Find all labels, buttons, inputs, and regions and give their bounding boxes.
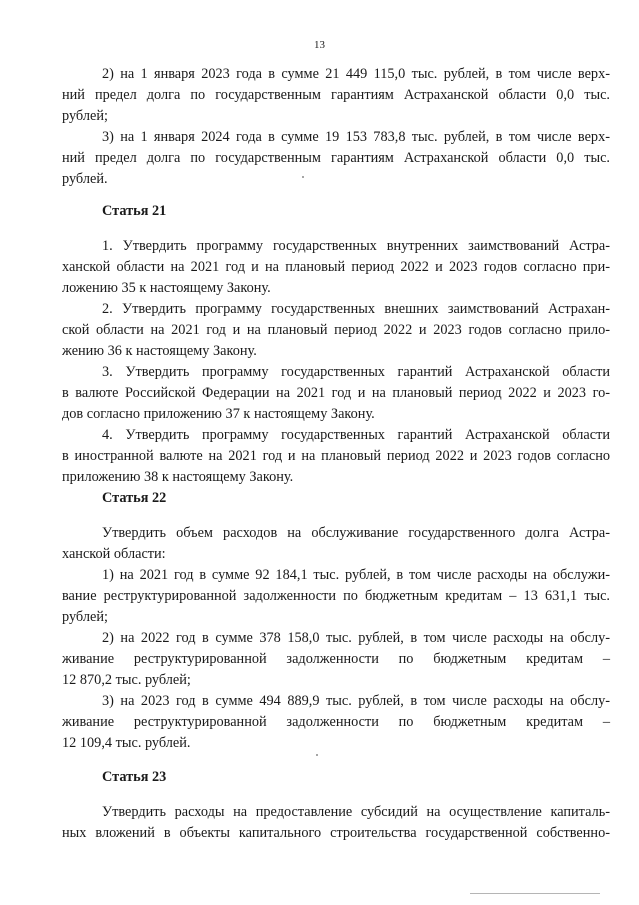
text-line: вание реструктурированной задолженности по бюджетным кредитам – 13 631,1 тыс.	[62, 588, 610, 604]
text-line: ханской области:	[62, 546, 166, 562]
text-line: ханской области на 2021 год и на плановый период 2022 и 2023 годов согласно при-	[62, 259, 610, 275]
text-line: дов согласно приложению 37 к настоящему Закону.	[62, 406, 375, 422]
text-line: в валюте Российской Федерации на 2021 год и на плановый период 2022 и 2023 го-	[62, 385, 610, 401]
text-line: живание реструктурированной задолженности по бюджетным кредитам –	[62, 714, 610, 730]
page-number: 13	[314, 39, 325, 51]
text-line: в иностранной валюте на 2021 год и на плановый период 2022 и 2023 годов согласно	[62, 448, 610, 464]
text-line: ний предел долга по государственным гарантиям Астраханской области 0,0 тыс.	[62, 150, 610, 166]
text-line: 1. Утвердить программу государственных внутренних заимствований Астра-	[102, 238, 610, 254]
text-line: 1) на 2021 год в сумме 92 184,1 тыс. рублей, в том числе расходы на обслужи-	[102, 567, 610, 583]
text-line: 4. Утвердить программу государственных гарантий Астраханской области	[102, 427, 610, 443]
text-line: ской области на 2021 год и на плановый период 2022 и 2023 годов согласно прило-	[62, 322, 610, 338]
text-line: ных вложений в объекты капитального строительства государственной собственно-	[62, 825, 610, 841]
text-line: 12 870,2 тыс. рублей;	[62, 672, 191, 688]
text-line: 12 109,4 тыс. рублей.	[62, 735, 191, 751]
text-line: ний предел долга по государственным гарантиям Астраханской области 0,0 тыс.	[62, 87, 610, 103]
text-line: приложению 38 к настоящему Закону.	[62, 469, 294, 485]
article-heading: Статья 22	[102, 490, 167, 506]
text-line: Утвердить расходы на предоставление субсидий на осуществление капиталь-	[102, 804, 610, 820]
text-line: рублей;	[62, 609, 108, 625]
text-line: 3) на 2023 год в сумме 494 889,9 тыс. рублей, в том числе расходы на обслу-	[102, 693, 610, 709]
text-line: 2) на 1 января 2023 года в сумме 21 449 115,0 тыс. рублей, в том числе верх-	[102, 66, 610, 82]
text-line: 3) на 1 января 2024 года в сумме 19 153 783,8 тыс. рублей, в том числе верх-	[102, 129, 610, 145]
text-line: жению 36 к настоящему Закону.	[62, 343, 257, 359]
text-line: 2. Утвердить программу государственных внешних заимствований Астрахан-	[102, 301, 610, 317]
text-line: ложению 35 к настоящему Закону.	[62, 280, 271, 296]
bottom-rule	[470, 893, 600, 894]
text-line: рублей.	[62, 171, 108, 187]
scan-speck	[302, 176, 304, 178]
text-line: 2) на 2022 год в сумме 378 158,0 тыс. рублей, в том числе расходы на обслу-	[102, 630, 610, 646]
text-line: рублей;	[62, 108, 108, 124]
text-line: живание реструктурированной задолженности по бюджетным кредитам –	[62, 651, 610, 667]
article-heading: Статья 23	[102, 769, 167, 785]
text-line: 3. Утвердить программу государственных гарантий Астраханской области	[102, 364, 610, 380]
article-heading: Статья 21	[102, 203, 167, 219]
text-line: Утвердить объем расходов на обслуживание государственного долга Астра-	[102, 525, 610, 541]
scan-speck	[316, 754, 318, 756]
